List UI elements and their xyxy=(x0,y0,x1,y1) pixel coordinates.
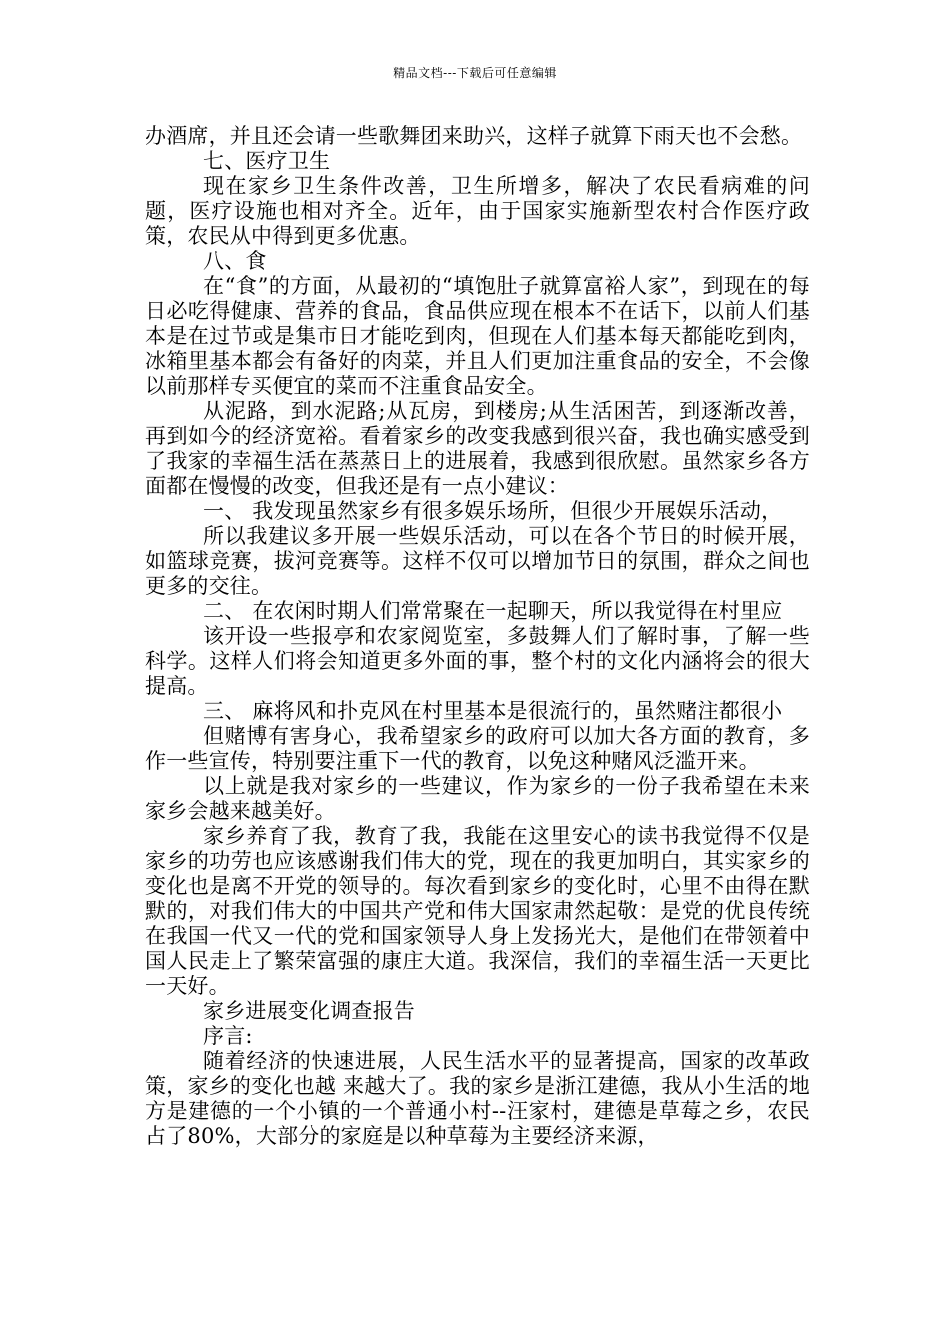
paragraph: 三、 麻将风和扑克风在村里基本是很流行的，虽然赌注都很小 xyxy=(203,699,783,723)
paragraph: 八、食 xyxy=(203,249,267,273)
paragraph: 但赌博有害身心，我希望家乡的政府可以加大各方面的教育，多作一些宣传，特别要注重下一代的教育，以免这种赌风泛滥开来。 xyxy=(145,724,810,773)
paragraph: 以上就是我对家乡的一些建议，作为家乡的一份子我希望在未来家乡会越来越美好。 xyxy=(145,774,810,823)
paragraph: 所以我建议多开展一些娱乐活动，可以在各个节日的时候开展，如篮球竞赛，拔河竞赛等。这样不仅可以增加节日的氛围，群众之间也更多的交往。 xyxy=(145,524,810,598)
paragraph: 家乡进展变化调查报告 xyxy=(203,999,415,1023)
paragraph: 办酒席，并且还会请一些歌舞团来助兴，这样子就算下雨天也不会愁。 xyxy=(145,124,803,148)
paragraph: 在“食”的方面，从最初的“填饱肚子就算富裕人家”，到现在的每日必吃得健康、营养的食品，食品供应现在根本不在话下，以前人们基本是在过节或是集市日才能吃到肉，但现在人们基本每天都能吃到肉，冰箱里基本都会有备好的肉菜，并且人们更加注重食品的安全，不会像以前那样专买便宜的菜而不注重食品安全。 xyxy=(145,274,810,398)
paragraph: 七、医疗卫生 xyxy=(203,149,331,173)
document-body xyxy=(145,124,810,1149)
paragraph: 随着经济的快速进展，人民生活水平的显著提高，国家的改革政策，家乡的变化也越 来越大了。我的家乡是浙江建德，我从小生活的地方是建德的一个小镇的一个普通小村--汪家村，建德是草莓之乡，农民占了80%，大部分的家庭是以种草莓为主要经济来源， xyxy=(145,1049,810,1148)
page-header: 精品文档---下载后可任意编辑 xyxy=(393,66,557,80)
paragraph: 序言: xyxy=(203,1024,253,1048)
paragraph: 一、 我发现虽然家乡有很多娱乐场所，但很少开展娱乐活动， xyxy=(203,499,783,523)
paragraph: 二、 在农闲时期人们常常聚在一起聊天，所以我觉得在村里应 xyxy=(203,599,783,623)
paragraph: 现在家乡卫生条件改善，卫生所增多，解决了农民看病难的问题，医疗设施也相对齐全。近年，由于国家实施新型农村合作医疗政策，农民从中得到更多优惠。 xyxy=(145,174,810,248)
paragraph: 家乡养育了我，教育了我，我能在这里安心的读书我觉得不仅是家乡的功劳也应该感谢我们伟大的党，现在的我更加明白，其实家乡的变化也是离不开党的领导的。每次看到家乡的变化时，心里不由得在默默的，对我们伟大的中国共产党和伟大国家肃然起敬：是党的优良传统在我国一代又一代的党和国家领导人身上发扬光大，是他们在带领着中国人民走上了繁荣富强的康庄大道。我深信，我们的幸福生活一天更比一天好。 xyxy=(145,824,810,998)
paragraph: 从泥路，到水泥路;从瓦房，到楼房;从生活困苦，到逐渐改善，再到如今的经济宽裕。看着家乡的改变我感到很兴奋，我也确实感受到了我家的幸福生活在蒸蒸日上的进展着，我感到很欣慰。虽然家乡各方面都在慢慢的改变，但我还是有一点小建议： xyxy=(145,399,810,498)
paragraph: 该开设一些报亭和农家阅览室，多鼓舞人们了解时事，了解一些科学。这样人们将会知道更多外面的事，整个村的文化内涵将会的很大提高。 xyxy=(145,624,810,698)
